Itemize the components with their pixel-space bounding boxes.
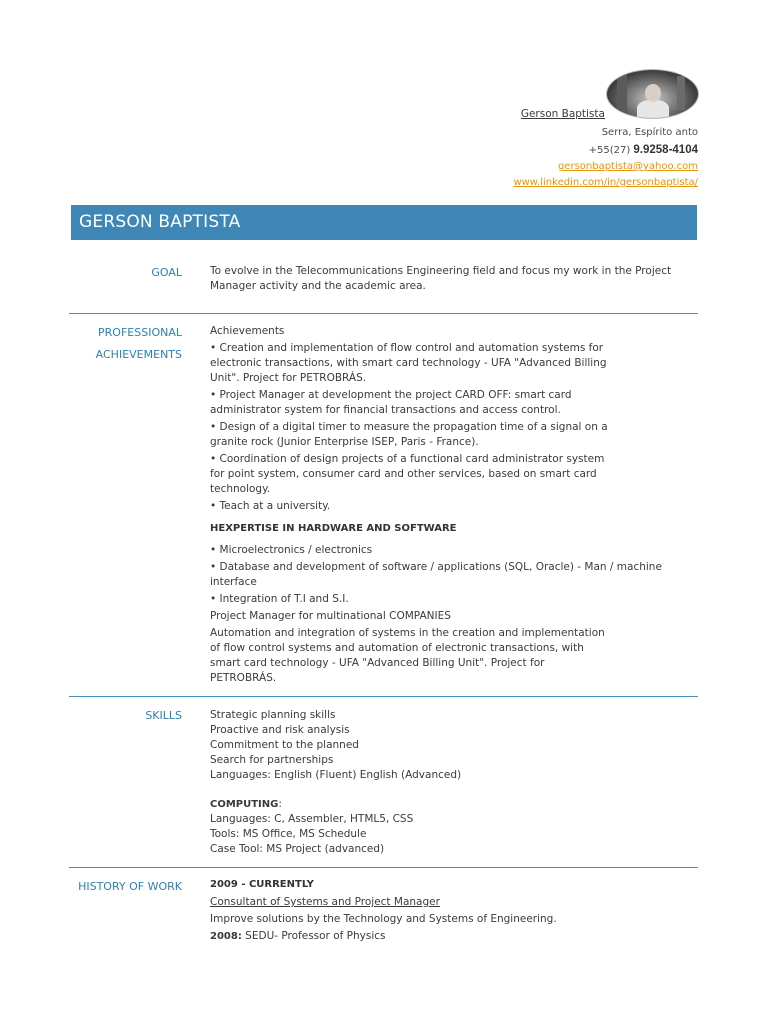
section-divider: [69, 696, 698, 697]
history-description: Improve solutions by the Technology and Systems of Engineering.: [210, 913, 557, 925]
skill-item: Strategic planning skills: [210, 709, 336, 721]
contact-phone: [589, 144, 698, 156]
pm-line: Project Manager for multinational COMPANIES: [210, 610, 451, 622]
computing-item: Case Tool: MS Project (advanced): [210, 843, 385, 855]
skill-item: Commitment to the planned: [210, 739, 359, 751]
goal-label: GOAL: [151, 266, 182, 279]
achievement-item: • Project Manager at development the project CARD OFF: smart card administrator system for financial transactions and access control.: [210, 389, 572, 416]
contact-city: Serra, Espírito anto: [601, 127, 698, 138]
expertise-item: • Microelectronics / electronics: [210, 544, 373, 556]
expertise-item: • Database and development of software / applications (SQL, Oracle) - Man / machine interface: [210, 561, 662, 588]
name-banner: GERSON BAPTISTA: [71, 205, 697, 240]
achievement-item: • Teach at a university.: [210, 500, 331, 512]
skill-item: Search for partnerships: [210, 754, 334, 766]
achievement-item: • Design of a digital timer to measure the propagation time of a signal on a granite rock (Junior Enterprise ISEP, Paris - France).: [210, 421, 608, 448]
skill-item: Languages: English (Fluent) English (Advanced): [210, 769, 462, 781]
history-label: HISTORY OF WORK: [78, 880, 182, 893]
achievements-label: [70, 322, 182, 366]
expertise-item: • Integration of T.I and S.I.: [210, 593, 349, 605]
contact-linkedin-link[interactable]: www.linkedin.com/in/gersonbaptista/: [513, 177, 698, 188]
contact-email-link[interactable]: gersonbaptista@yahoo.com: [557, 161, 698, 172]
achievement-item: • Creation and implementation of flow control and automation systems for electronic transactions, with smart card technology - UFA "Advanced Billing Unit". Project for PETROBRÁS.: [210, 342, 607, 384]
section-divider: [69, 867, 698, 868]
computing-heading-text: COMPUTING: [210, 799, 279, 810]
skill-item: Proactive and risk analysis: [210, 724, 350, 736]
achievements-label-line2: ACHIEVEMENTS: [95, 348, 182, 361]
history-2008-year: 2008:: [210, 931, 242, 942]
history-2008: [210, 929, 670, 944]
contact-name[interactable]: Gerson Baptista: [520, 108, 605, 120]
achievement-item: • Coordination of design projects of a functional card administrator system for point system, consumer card and other services, based on smart card technology.: [210, 453, 605, 495]
achievements-section: [210, 324, 662, 688]
history-2008-role: SEDU- Professor of Physics: [241, 930, 386, 942]
skills-section: [210, 708, 670, 857]
computing-colon: :: [278, 798, 282, 810]
profile-photo: [606, 69, 699, 119]
achievements-heading: Achievements: [210, 325, 285, 337]
goal-text: To evolve in the Telecommunications Engineering field and focus my work in the Project Manager activity and the academic area.: [210, 265, 672, 292]
phone-number: 9.9258-4104: [633, 144, 698, 156]
section-divider: [69, 313, 698, 314]
history-period: 2009 - CURRENTLY: [210, 879, 314, 890]
pm-description: Automation and integration of systems in the creation and implementation of flow control systems and automation of electronic transactions, with smart card technology - UFA "Advanced Billing Unit". Project for PETROBRÁS.: [210, 627, 605, 684]
skills-label: SKILLS: [145, 709, 182, 722]
history-role: Consultant of Systems and Project Manager: [210, 896, 440, 908]
computing-heading: [210, 797, 670, 812]
computing-item: Tools: MS Office, MS Schedule: [210, 828, 367, 840]
expertise-heading: HEXPERTISE IN HARDWARE AND SOFTWARE: [210, 523, 457, 534]
achievements-label-line1: PROFESSIONAL: [98, 326, 182, 339]
computing-item: Languages: C, Assembler, HTML5, CSS: [210, 813, 414, 825]
phone-prefix: +55(27): [588, 145, 634, 156]
history-section: [210, 877, 670, 944]
